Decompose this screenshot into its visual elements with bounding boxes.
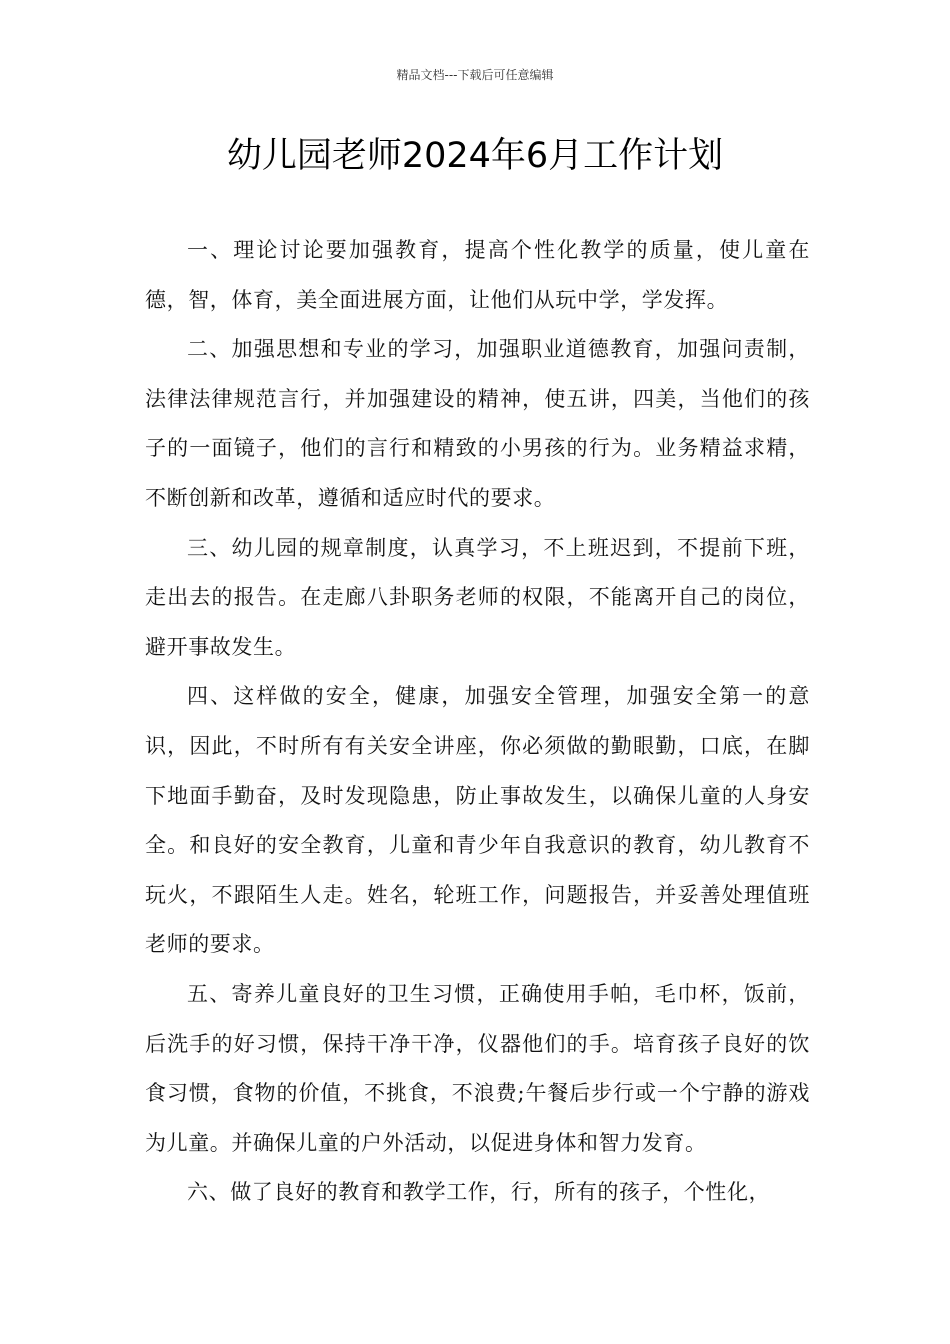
paragraph-4: 四、这样做的安全，健康，加强安全管理，加强安全第一的意识，因此，不时所有有关安全讲座，你必须做的勤眼勤，口底，在脚下地面手勤奋，及时发现隐患，防止事故发生，以确保儿童的人身安全。和良好的安全教育，儿童和青少年自我意识的教育，幼儿教育不玩火，不跟陌生人走。姓名，轮班工作，问题报告，并妥善处理值班老师的要求。 xyxy=(145,684,810,957)
paragraph-1: 一、理论讨论要加强教育，提高个性化教学的质量，使儿童在德，智，体育，美全面进展方面，让他们从玩中学，学发挥。 xyxy=(145,238,810,312)
document-header-note: 精品文档---下载后可任意编辑 xyxy=(396,68,554,82)
document-title: 幼儿园老师2024年6月工作计划 xyxy=(226,136,724,176)
document-body xyxy=(145,226,810,1218)
paragraph-5: 五、寄养儿童良好的卫生习惯，正确使用手帕，毛巾杯，饭前，后洗手的好习惯，保持干净干净，仪器他们的手。培育孩子良好的饮食习惯，食物的价值，不挑食，不浪费;午餐后步行或一个宁静的游戏为儿童。并确保儿童的户外活动，以促进身体和智力发育。 xyxy=(145,981,810,1155)
paragraph-6: 六、做了良好的教育和教学工作，行，所有的孩子，个性化， xyxy=(187,1180,771,1205)
paragraph-3: 三、幼儿园的规章制度，认真学习，不上班迟到，不提前下班，走出去的报告。在走廊八卦职务老师的权限，不能离开自己的岗位，避开事故发生。 xyxy=(145,535,810,659)
paragraph-2: 二、加强思想和专业的学习，加强职业道德教育，加强问责制，法律法律规范言行，并加强建设的精神，使五讲，四美，当他们的孩子的一面镜子，他们的言行和精致的小男孩的行为。业务精益求精，不断创新和改革，遵循和适应时代的要求。 xyxy=(145,337,810,510)
